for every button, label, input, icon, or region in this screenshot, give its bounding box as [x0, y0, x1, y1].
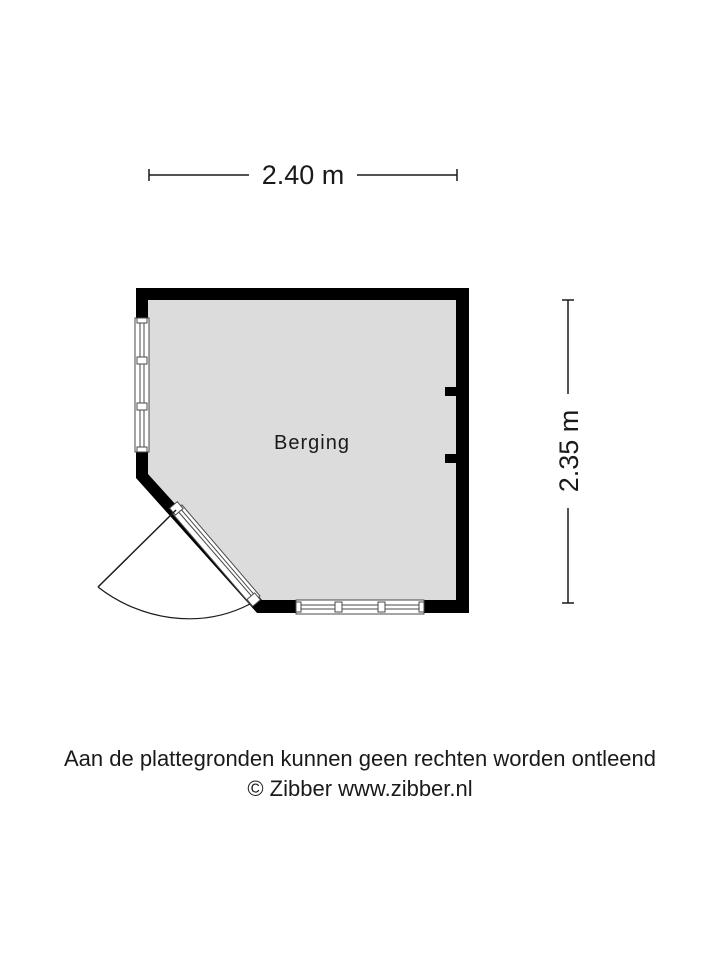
height-dimension	[554, 300, 584, 603]
copyright-text: © Zibber www.zibber.nl	[247, 776, 473, 801]
width-dimension	[149, 160, 457, 190]
window-left	[135, 318, 149, 452]
room-label: Berging	[274, 432, 350, 454]
window-bottom	[296, 600, 424, 614]
height-dimension-label: 2.35 m	[554, 409, 584, 493]
width-dimension-label: 2.40 m	[261, 160, 345, 190]
wall-stub-lower	[445, 454, 457, 463]
disclaimer-text: Aan de plattegronden kunnen geen rechten worden ontleend	[63, 746, 657, 771]
wall-stub-upper	[445, 387, 457, 396]
